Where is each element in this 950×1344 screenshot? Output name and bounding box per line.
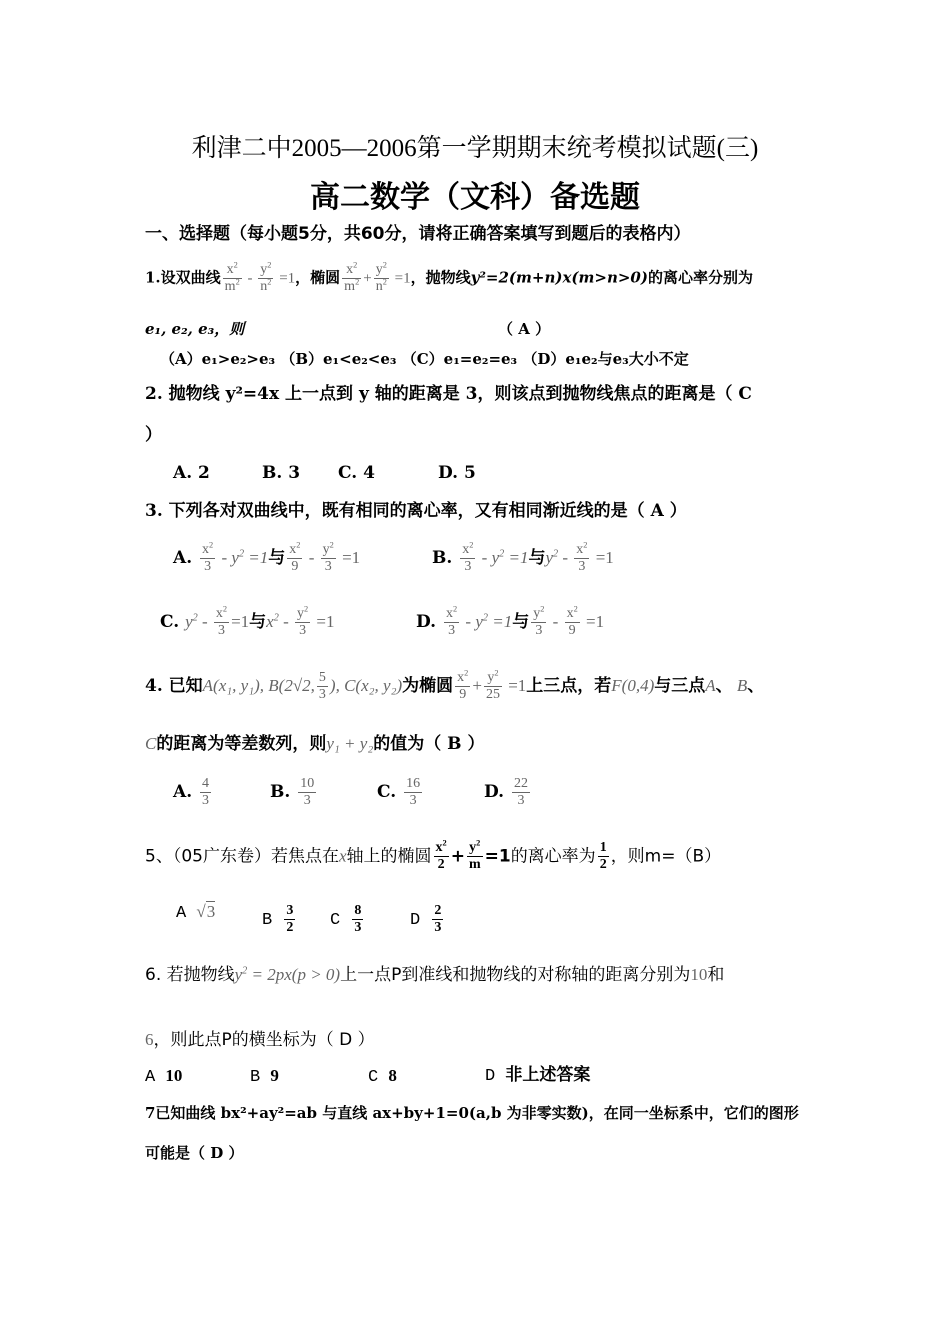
- question-6-option-a: A 10: [145, 1066, 183, 1087]
- question-4-option-a: A. $\frac{4}{3}$: [173, 776, 210, 809]
- fraction: $\frac{x^2}{m^2}$: [224, 260, 240, 295]
- question-6-option-b: B 9: [250, 1066, 279, 1087]
- question-3-option-c: C. $y^2$ - $\frac{x^2}{3}$ =1与$x^2$ - $\frac{y^2}{3}$ =1: [160, 604, 335, 639]
- question-5-option-a: A √3: [176, 902, 216, 923]
- question-6-option-c: C 8: [368, 1066, 397, 1087]
- question-1-answer: （ A ）: [498, 320, 551, 338]
- question-3-stem: 3. 下列各对双曲线中，既有相同的离心率，又有相同渐近线的是（ A ）: [145, 501, 687, 521]
- question-4-option-b: B. $\frac{10}{3}$: [270, 776, 315, 809]
- question-4-line2: C的距离为等差数列，则y₁ + y₂的值为（ B ）: [145, 734, 485, 754]
- question-6-stem: 6. 若抛物线$y^2 = 2px(p > 0)$上一点P到准线和抛物线的对称轴的距离分别为10和: [145, 965, 725, 985]
- question-2-option-c: C. 4: [338, 463, 375, 483]
- question-2-option-b: B. 3: [262, 463, 301, 483]
- question-6-option-d: D 非上述答案: [485, 1065, 591, 1086]
- page-title: 利津二中2005—2006第一学期期末统考模拟试题(三): [191, 135, 759, 162]
- question-1-line2: e₁, e₂, e₃，则: [145, 320, 245, 338]
- question-4-stem: 4. 已知A(x₁, y₁), B(2√2, $\frac{5}{3}$ ), C(x₂, y₂)为椭圆 $\frac{x^2}{9}$ + $\frac{y^2}{25}$ =1上三点，若F(0,4)与三点A、 B、: [145, 668, 765, 703]
- question-7-line1: 7已知曲线 bx²+ay²=ab 与直线 ax+by+1=0(a,b 为非零实数)，在同一坐标系中，它们的图形: [145, 1104, 799, 1122]
- question-3-option-b: B. $\frac{x^2}{3}$ - $y^2 =1$与$y^2$ - $\frac{x^2}{3}$ =1: [432, 540, 614, 575]
- question-2-option-a: A. 2: [173, 463, 210, 483]
- section-heading: 一、选择题（每小题5分，共60分，请将正确答案填写到题后的表格内）: [145, 224, 691, 244]
- question-1-options: （A）e₁>e₂>e₃ （B）e₁<e₂<e₃ （C）e₁=e₂=e₃ （D）e₁e₂与e₃大小不定: [160, 350, 689, 368]
- question-6-line2: 6，则此点P的横坐标为（ D ）: [145, 1030, 375, 1050]
- question-4-option-d: D. $\frac{22}{3}$: [484, 776, 528, 809]
- question-7-line2: 可能是（ D ）: [145, 1144, 244, 1162]
- question-2-close: ）: [145, 425, 162, 445]
- question-2-stem: 2. 抛物线 y²=4x 上一点到 y 轴的距离是 3，则该点到抛物线焦点的距离是（ C: [145, 384, 752, 404]
- question-5-option-b: B $\frac{3}{2}$: [262, 903, 294, 936]
- question-5-option-c: C $\frac{8}{3}$: [330, 903, 362, 936]
- page-subtitle: 高二数学（文科）备选题: [310, 180, 640, 215]
- question-4-option-c: C. $\frac{16}{3}$: [377, 776, 421, 809]
- question-1-stem: 1.设双曲线 $\frac{x^2}{m^2}$ - $\frac{y^2}{n^2}$ =1，椭圆 $\frac{x^2}{m^2}$ + $\frac{y^2}{n^2}$ =1，抛物线y²=2(m+n)x(m>n>0)的离心率分别为: [145, 260, 753, 295]
- question-3-option-d: D. $\frac{x^2}{3}$ - $y^2 =1$与 $\frac{y^2}{3}$ - $\frac{x^2}{9}$ =1: [416, 604, 605, 639]
- question-5-option-d: D $\frac{2}{3}$: [410, 903, 442, 936]
- question-3-option-a: A. $\frac{x^2}{3}$ - $y^2 =1$与 $\frac{x^2}{9}$ - $\frac{y^2}{3}$ =1: [173, 540, 361, 575]
- question-5-stem: 5、（05广东卷）若焦点在x轴上的椭圆 $\frac{x^2}{2}$ + $\frac{y^2}{m}$ =1的离心率为 $\frac{1}{2}$ ，则m=（B）: [145, 838, 722, 873]
- question-2-option-d: D. 5: [438, 463, 476, 483]
